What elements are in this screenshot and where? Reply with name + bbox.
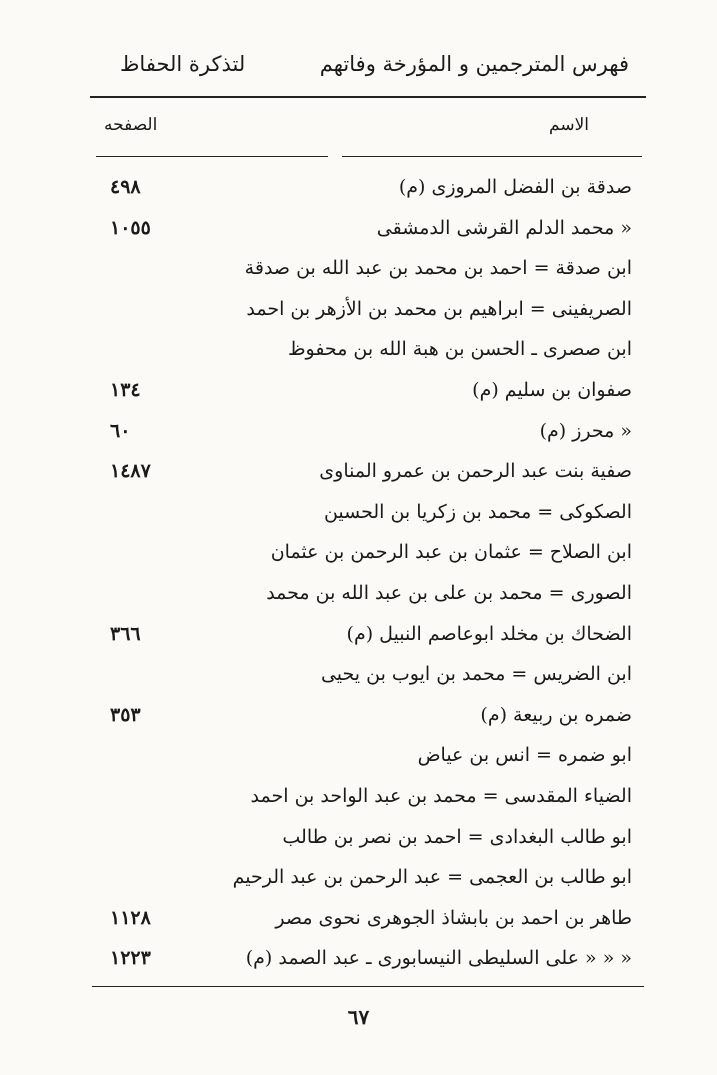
- index-entry: [0, 659, 717, 689]
- entry-page-number: ٣٥٣: [110, 703, 141, 726]
- entry-name: ابو طالب بن العجمى = عبد الرحمن بن عبد الرحيم: [232, 866, 632, 889]
- entry-name: طاهر بن احمد بن بابشاذ الجوهرى نحوى مصر: [275, 906, 632, 929]
- entry-name: الضحاك بن مخلد ابوعاصم النبيل (م): [346, 622, 632, 645]
- index-entry: [0, 537, 717, 567]
- entry-name: صدقة بن الفضل المروزى (م): [398, 176, 632, 198]
- entry-name: الضياء المقدسى = محمد بن عبد الواحد بن احمد: [250, 785, 632, 807]
- index-entry: [0, 903, 717, 933]
- entry-name: الصكوكى = محمد بن زكريا بن الحسين: [323, 500, 632, 523]
- subheader-rule-right: [342, 156, 642, 157]
- entry-page-number: ١٣٤: [110, 379, 141, 401]
- entry-page-number: ١٠٥٥: [110, 216, 151, 239]
- entry-name: ضمره بن ربيعة (م): [480, 703, 632, 726]
- entry-page-number: ١٢٢٣: [110, 947, 151, 970]
- running-title: فهرس المترجمين و المؤرخة وفاتهم: [319, 52, 629, 76]
- index-entry: [0, 172, 717, 202]
- index-entry: [0, 700, 717, 730]
- index-entry: [0, 862, 717, 892]
- entry-name: الصورى = محمد بن على بن عبد الله بن محمد: [266, 582, 632, 604]
- index-entry: [0, 822, 717, 852]
- entry-name: ابن صدقة = احمد بن محمد بن عبد الله بن صدقة: [244, 257, 632, 280]
- entry-name: « « « على السليطى النيسابورى ـ عبد الصمد (م): [245, 947, 632, 970]
- header-rule: [90, 96, 646, 98]
- index-entry: [0, 578, 717, 608]
- entry-name: « محمد الدلم القرشى الدمشقى: [376, 216, 632, 239]
- entry-page-number: ٤٩٨: [110, 176, 141, 198]
- index-entry: [0, 781, 717, 811]
- index-entry: [0, 416, 717, 446]
- index-entry: [0, 943, 717, 973]
- page-number: ٦٧: [347, 1005, 370, 1029]
- footer-rule: [92, 986, 644, 987]
- entry-name: الصريفينى = ابراهيم بن محمد بن الأزهر بن احمد: [246, 297, 632, 320]
- entry-name: ابن صصرى ـ الحسن بن هبة الله بن محفوظ: [287, 338, 632, 361]
- index-entry: [0, 294, 717, 324]
- index-entry: [0, 740, 717, 770]
- entry-name: ابن الضريس = محمد بن ايوب بن يحيى: [320, 663, 632, 686]
- column-header-page: الصفحه: [104, 115, 158, 135]
- entry-name: ابن الصلاح = عثمان بن عبد الرحمن بن عثمان: [270, 541, 632, 564]
- entry-name: صفية بنت عبد الرحمن بن عمرو المناوى: [319, 460, 632, 483]
- index-entry: [0, 456, 717, 486]
- entry-page-number: ٣٦٦: [110, 622, 141, 645]
- index-entry: [0, 213, 717, 243]
- entry-page-number: ١٤٨٧: [110, 460, 151, 483]
- entry-name: صفوان بن سليم (م): [472, 379, 632, 401]
- entry-page-number: ٦٠: [110, 419, 131, 442]
- index-entry: [0, 375, 717, 405]
- book-title: لتذكرة الحفاظ: [120, 52, 246, 76]
- index-entry: [0, 334, 717, 364]
- index-entry: [0, 497, 717, 527]
- column-header-name: الاسم: [549, 115, 589, 135]
- entry-page-number: ١١٢٨: [110, 906, 151, 929]
- entry-name: « محرز (م): [539, 419, 632, 442]
- entry-name: ابو طالب البغدادى = احمد بن نصر بن طالب: [282, 825, 632, 848]
- index-entry: [0, 253, 717, 283]
- index-entry: [0, 619, 717, 649]
- subheader-rule-left: [96, 156, 328, 157]
- entry-name: ابو ضمره = انس بن عياض: [417, 744, 632, 767]
